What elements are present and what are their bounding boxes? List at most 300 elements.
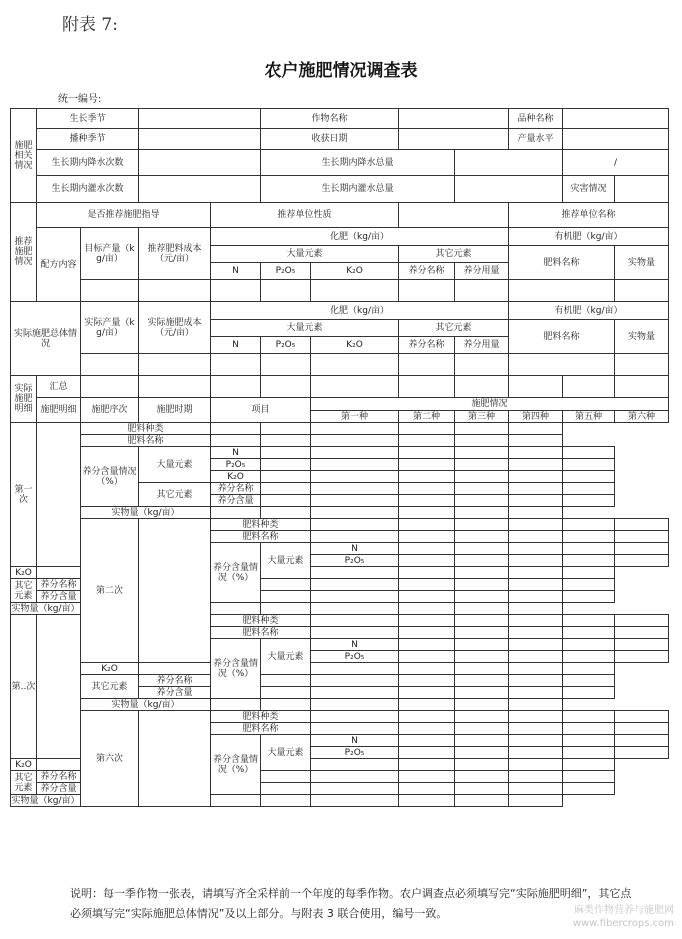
input-cell[interactable] — [455, 519, 509, 531]
round-label: 第..次 — [11, 615, 37, 759]
input-cell[interactable] — [455, 459, 509, 471]
input-cell[interactable] — [311, 531, 399, 543]
input-cell[interactable] — [261, 459, 311, 471]
input-cell[interactable] — [261, 471, 311, 483]
input-cell[interactable] — [311, 687, 399, 699]
input-cell[interactable] — [399, 495, 455, 507]
input-cell[interactable] — [509, 627, 563, 639]
input-cell[interactable] — [399, 354, 455, 376]
amount-label: 实物量 — [615, 246, 669, 280]
input-cell[interactable] — [261, 699, 311, 711]
input-cell[interactable] — [615, 354, 669, 376]
input-cell[interactable] — [455, 651, 509, 663]
input-cell[interactable] — [399, 531, 455, 543]
round-period-cell[interactable] — [37, 423, 81, 567]
input-cell[interactable] — [455, 483, 509, 495]
input-cell[interactable] — [455, 555, 509, 567]
page-title: 农户施肥情况调查表 — [264, 61, 418, 81]
input-cell[interactable] — [311, 771, 399, 783]
input-cell[interactable] — [455, 711, 509, 723]
irrigation-count-cell[interactable] — [139, 176, 261, 203]
input-cell[interactable] — [311, 759, 399, 771]
irrigation-total-cell[interactable] — [455, 176, 563, 203]
amount-row-label: 实物量（kg/亩） — [81, 507, 211, 519]
round-label: 第一次 — [11, 423, 37, 567]
input-cell[interactable] — [211, 280, 261, 302]
input-cell[interactable] — [139, 280, 211, 302]
input-cell[interactable] — [563, 747, 615, 759]
input-cell[interactable] — [615, 543, 669, 555]
input-cell[interactable] — [563, 555, 615, 567]
input-cell[interactable] — [399, 579, 455, 591]
input-cell[interactable] — [311, 495, 399, 507]
input-cell[interactable] — [563, 531, 615, 543]
kind-header: 第五种 — [563, 411, 615, 423]
input-cell[interactable] — [509, 280, 615, 302]
round-label: 第二次 — [81, 519, 139, 663]
input-cell[interactable] — [455, 735, 509, 747]
input-cell[interactable] — [563, 663, 615, 675]
input-cell[interactable] — [563, 735, 615, 747]
growth-season-label: 生长季节 — [37, 109, 139, 129]
input-cell[interactable] — [455, 663, 509, 675]
yield-level-label: 产量水平 — [509, 129, 563, 150]
input-cell[interactable] — [399, 471, 455, 483]
variety-name-cell[interactable] — [563, 109, 669, 129]
input-cell[interactable] — [563, 519, 615, 531]
input-cell[interactable] — [261, 354, 311, 376]
input-cell[interactable] — [311, 663, 399, 675]
input-cell[interactable] — [509, 531, 563, 543]
input-cell[interactable] — [261, 687, 311, 699]
input-cell[interactable] — [615, 519, 669, 531]
input-cell[interactable] — [455, 723, 509, 735]
input-cell[interactable] — [399, 555, 455, 567]
input-cell[interactable] — [563, 675, 615, 687]
fert-name-row-label: 肥料名称 — [81, 435, 211, 447]
other-element-label: 其它元素 — [399, 246, 509, 263]
input-cell[interactable] — [455, 771, 509, 783]
input-cell[interactable] — [261, 591, 311, 603]
input-cell[interactable] — [509, 471, 563, 483]
input-cell[interactable] — [261, 783, 311, 795]
situation-header: 施肥情况 — [311, 398, 669, 411]
sowing-season-cell[interactable] — [139, 129, 261, 150]
input-cell[interactable] — [261, 675, 311, 687]
input-cell[interactable] — [399, 567, 455, 579]
k2o-header: K₂O — [311, 263, 399, 280]
input-cell[interactable] — [311, 447, 399, 459]
input-cell[interactable] — [81, 354, 139, 376]
input-cell[interactable] — [261, 447, 311, 459]
input-cell[interactable] — [509, 579, 563, 591]
section-actual-overall-label: 实际施肥总体情况 — [11, 302, 81, 376]
input-cell[interactable] — [455, 747, 509, 759]
other-element-row-label: 其它元素 — [11, 771, 37, 795]
input-cell[interactable] — [81, 280, 139, 302]
nutrient-name-row-label: 养分名称 — [37, 771, 81, 783]
input-cell[interactable] — [311, 459, 399, 471]
input-cell[interactable] — [509, 354, 615, 376]
input-cell[interactable] — [455, 354, 509, 376]
input-cell[interactable] — [261, 376, 311, 398]
input-cell[interactable] — [455, 435, 509, 447]
input-cell[interactable] — [311, 280, 399, 302]
input-cell[interactable] — [261, 603, 311, 615]
input-cell[interactable] — [455, 507, 509, 519]
input-cell[interactable] — [399, 783, 455, 795]
fert-name-row-label: 肥料名称 — [211, 531, 311, 543]
input-cell[interactable] — [261, 280, 311, 302]
input-cell[interactable] — [37, 567, 81, 579]
input-cell[interactable] — [563, 687, 615, 699]
nutrient-content-label: 养分含量情况（%） — [211, 543, 261, 603]
input-cell[interactable] — [563, 591, 615, 603]
input-cell[interactable] — [311, 783, 399, 795]
input-cell[interactable] — [455, 376, 509, 398]
input-cell[interactable] — [455, 675, 509, 687]
input-cell[interactable] — [399, 759, 455, 771]
input-cell[interactable] — [311, 591, 399, 603]
input-cell[interactable] — [399, 543, 455, 555]
input-cell[interactable] — [509, 639, 563, 651]
input-cell[interactable] — [211, 795, 261, 807]
input-cell[interactable] — [455, 699, 509, 711]
fert-name-label: 肥料名称 — [509, 320, 615, 354]
input-cell[interactable] — [311, 376, 399, 398]
fert-name-row-label: 肥料名称 — [211, 723, 311, 735]
input-cell[interactable] — [509, 435, 563, 447]
input-cell[interactable] — [311, 483, 399, 495]
input-cell[interactable] — [37, 759, 81, 771]
harvest-date-cell[interactable] — [399, 129, 509, 150]
input-cell[interactable] — [455, 423, 509, 435]
fert-type-label: 肥料种类 — [211, 519, 311, 531]
input-cell[interactable] — [261, 795, 311, 807]
input-cell[interactable] — [509, 795, 563, 807]
input-cell[interactable] — [311, 354, 399, 376]
order-header: 施肥序次 — [81, 398, 139, 423]
input-cell[interactable] — [399, 280, 455, 302]
input-cell[interactable] — [311, 435, 399, 447]
section-actual-detail-label: 实际施肥明细 — [11, 376, 37, 423]
irrigation-count-label: 生长期内灌水次数 — [37, 176, 139, 203]
input-cell[interactable] — [455, 687, 509, 699]
input-cell[interactable] — [455, 783, 509, 795]
input-cell[interactable] — [509, 459, 563, 471]
input-cell[interactable] — [509, 615, 563, 627]
actual-yield-label: 实际产量（kg/亩） — [81, 302, 139, 354]
macro-element-row-label: 大量元素 — [261, 735, 311, 771]
amount-row-label: 实物量（kg/亩） — [11, 603, 80, 614]
chemical-fertilizer-label: 化肥（kg/亩） — [211, 302, 509, 320]
input-cell[interactable] — [615, 615, 669, 627]
n-row-label: N — [311, 639, 399, 651]
input-cell[interactable] — [311, 627, 399, 639]
input-cell[interactable] — [261, 507, 311, 519]
input-cell[interactable] — [211, 603, 261, 615]
input-cell[interactable] — [509, 759, 563, 771]
input-cell[interactable] — [615, 723, 669, 735]
input-cell[interactable] — [509, 447, 563, 459]
n-row-label: N — [311, 543, 399, 555]
input-cell[interactable] — [509, 699, 563, 711]
input-cell[interactable] — [455, 447, 509, 459]
input-cell[interactable] — [563, 471, 615, 483]
input-cell[interactable] — [563, 459, 615, 471]
macro-element-row-label: 大量元素 — [261, 639, 311, 675]
p2o5-row-label: P₂O₅ — [211, 459, 261, 471]
input-cell[interactable] — [563, 783, 615, 795]
input-cell[interactable] — [509, 483, 563, 495]
input-cell[interactable] — [399, 603, 455, 615]
input-cell[interactable] — [211, 423, 261, 435]
nutrient-content-label: 养分含量情况（%） — [211, 735, 261, 795]
nutrient-name-header: 养分名称 — [399, 263, 455, 280]
p2o5-header: P₂O₅ — [261, 263, 311, 280]
input-cell[interactable] — [399, 723, 455, 735]
input-cell[interactable] — [399, 735, 455, 747]
input-cell[interactable] — [399, 483, 455, 495]
input-cell[interactable] — [399, 627, 455, 639]
k2o-row-label: K₂O — [211, 471, 261, 483]
fert-type-label: 肥料种类 — [211, 615, 311, 627]
input-cell[interactable] — [509, 507, 563, 519]
nutrient-content-row-label: 养分含量 — [37, 783, 81, 795]
input-cell[interactable] — [615, 280, 669, 302]
p2o5-row-label: P₂O₅ — [311, 651, 399, 663]
input-cell[interactable] — [311, 519, 399, 531]
nutrient-name-row-label: 养分名称 — [37, 579, 81, 591]
input-cell[interactable] — [563, 771, 615, 783]
input-cell[interactable] — [615, 735, 669, 747]
input-cell[interactable] — [455, 280, 509, 302]
input-cell[interactable] — [563, 447, 615, 459]
watermark-name: 麻类作物营养与施肥网 — [574, 905, 674, 916]
rain-count-cell[interactable] — [139, 150, 261, 176]
round-period-cell[interactable] — [37, 615, 81, 759]
input-cell[interactable] — [261, 771, 311, 783]
crop-name-cell[interactable] — [399, 109, 509, 129]
n-row-label: N — [211, 447, 261, 459]
input-cell[interactable] — [311, 723, 399, 735]
input-cell[interactable] — [509, 567, 563, 579]
input-cell[interactable] — [311, 795, 399, 807]
input-cell[interactable] — [615, 531, 669, 543]
input-cell[interactable] — [509, 651, 563, 663]
input-cell[interactable] — [311, 615, 399, 627]
input-cell[interactable] — [509, 495, 563, 507]
input-cell[interactable] — [455, 471, 509, 483]
input-cell[interactable] — [311, 579, 399, 591]
input-cell[interactable] — [399, 795, 455, 807]
input-cell[interactable] — [509, 675, 563, 687]
input-cell[interactable] — [399, 639, 455, 651]
input-cell[interactable] — [399, 591, 455, 603]
input-cell[interactable] — [211, 376, 261, 398]
input-cell[interactable] — [399, 423, 455, 435]
target-yield-label: 目标产量（kg/亩） — [81, 228, 139, 280]
input-cell[interactable] — [563, 376, 615, 398]
fert-name-label: 肥料名称 — [509, 246, 615, 280]
input-cell[interactable] — [563, 483, 615, 495]
input-cell[interactable] — [509, 603, 563, 615]
input-cell[interactable] — [455, 579, 509, 591]
appendix-label: 附表 7: — [62, 15, 118, 35]
input-cell[interactable] — [455, 543, 509, 555]
yield-level-cell[interactable] — [563, 129, 669, 150]
input-cell[interactable] — [509, 543, 563, 555]
nutrient-name-row-label: 养分名称 — [211, 483, 261, 495]
input-cell[interactable] — [81, 376, 139, 398]
input-cell[interactable] — [399, 507, 455, 519]
input-cell[interactable] — [261, 483, 311, 495]
input-cell[interactable] — [615, 555, 669, 567]
input-cell[interactable] — [399, 519, 455, 531]
input-cell[interactable] — [399, 651, 455, 663]
input-cell[interactable] — [455, 759, 509, 771]
input-cell[interactable] — [455, 567, 509, 579]
input-cell[interactable] — [311, 675, 399, 687]
input-cell[interactable] — [615, 651, 669, 663]
input-cell[interactable] — [399, 711, 455, 723]
input-cell[interactable] — [455, 795, 509, 807]
disaster-cell[interactable] — [615, 176, 669, 203]
p2o5-row-label: P₂O₅ — [311, 747, 399, 759]
input-cell[interactable] — [563, 711, 615, 723]
input-cell[interactable] — [311, 423, 399, 435]
input-cell[interactable] — [509, 771, 563, 783]
input-cell[interactable] — [261, 435, 311, 447]
input-cell[interactable] — [509, 711, 563, 723]
round-period-cell[interactable] — [139, 711, 211, 807]
round-period-cell[interactable] — [139, 519, 211, 663]
input-cell[interactable] — [509, 783, 563, 795]
nutrient-content-label: 养分含量情况（%） — [211, 639, 261, 699]
input-cell[interactable] — [615, 747, 669, 759]
input-cell[interactable] — [563, 615, 615, 627]
unit-nature-label: 推荐单位性质 — [211, 203, 399, 228]
input-cell[interactable] — [311, 507, 399, 519]
amount-row-label: 实物量（kg/亩） — [81, 699, 211, 711]
section-related-label: 施肥相关情况 — [11, 109, 37, 203]
watermark — [573, 904, 674, 930]
actual-cost-label: 实际施肥成本（元/亩） — [139, 302, 211, 354]
variety-name-label: 品种名称 — [509, 109, 563, 129]
input-cell[interactable] — [211, 507, 261, 519]
input-cell[interactable] — [563, 495, 615, 507]
input-cell[interactable] — [399, 675, 455, 687]
input-cell[interactable] — [261, 423, 311, 435]
input-cell[interactable] — [311, 471, 399, 483]
input-cell[interactable] — [615, 627, 669, 639]
input-cell[interactable] — [563, 579, 615, 591]
macro-element-label: 大量元素 — [211, 246, 399, 263]
rain-total-cell[interactable] — [455, 150, 563, 176]
input-cell[interactable] — [399, 376, 455, 398]
crop-name-label: 作物名称 — [261, 109, 399, 129]
input-cell[interactable] — [455, 591, 509, 603]
input-cell[interactable] — [311, 567, 399, 579]
recommended-cost-label: 推荐肥料成本（元/亩） — [139, 228, 211, 280]
input-cell[interactable] — [139, 376, 211, 398]
input-cell[interactable] — [211, 699, 261, 711]
macro-element-row-label: 大量元素 — [261, 543, 311, 579]
input-cell[interactable] — [509, 591, 563, 603]
k2o-row-label: K₂O — [11, 759, 37, 771]
input-cell[interactable] — [509, 519, 563, 531]
input-cell[interactable] — [399, 435, 455, 447]
input-cell[interactable] — [455, 639, 509, 651]
input-cell[interactable] — [455, 615, 509, 627]
growth-season-cell[interactable] — [139, 109, 261, 129]
input-cell[interactable] — [509, 687, 563, 699]
p2o5-row-label: P₂O₅ — [311, 555, 399, 567]
input-cell[interactable] — [455, 627, 509, 639]
input-cell[interactable] — [261, 579, 311, 591]
amount-label: 实物量 — [615, 320, 669, 354]
input-cell[interactable] — [399, 687, 455, 699]
input-cell[interactable] — [509, 423, 563, 435]
input-cell[interactable] — [509, 735, 563, 747]
input-cell[interactable] — [311, 603, 399, 615]
fert-name-row-label: 肥料名称 — [211, 627, 311, 639]
input-cell[interactable] — [455, 495, 509, 507]
input-cell[interactable] — [509, 723, 563, 735]
input-cell[interactable] — [563, 567, 615, 579]
input-cell[interactable] — [399, 747, 455, 759]
input-cell[interactable] — [311, 711, 399, 723]
input-cell[interactable] — [615, 711, 669, 723]
input-cell[interactable] — [563, 723, 615, 735]
nutrient-amount-header: 养分用量 — [455, 263, 509, 280]
input-cell[interactable] — [399, 615, 455, 627]
input-cell[interactable] — [615, 376, 669, 398]
input-cell[interactable] — [563, 651, 615, 663]
input-cell[interactable] — [211, 354, 261, 376]
organic-fertilizer-label: 有机肥（kg/亩） — [509, 302, 669, 320]
rain-count-label: 生长期内降水次数 — [37, 150, 139, 176]
input-cell[interactable] — [311, 699, 399, 711]
unit-nature-cell[interactable] — [399, 203, 509, 228]
input-cell[interactable] — [563, 639, 615, 651]
input-cell[interactable] — [509, 555, 563, 567]
other-element-label: 其它元素 — [399, 320, 509, 337]
chemical-fertilizer-label: 化肥（kg/亩） — [211, 228, 509, 246]
input-cell[interactable] — [261, 495, 311, 507]
input-cell[interactable] — [399, 699, 455, 711]
input-cell[interactable] — [399, 663, 455, 675]
input-cell[interactable] — [563, 759, 615, 771]
input-cell[interactable] — [455, 603, 509, 615]
input-cell[interactable] — [211, 435, 261, 447]
input-cell[interactable] — [139, 663, 211, 675]
input-cell[interactable] — [139, 354, 211, 376]
k2o-row-label: K₂O — [81, 663, 139, 675]
input-cell[interactable] — [455, 531, 509, 543]
input-cell[interactable] — [399, 771, 455, 783]
input-cell[interactable] — [399, 447, 455, 459]
input-cell[interactable] — [615, 639, 669, 651]
input-cell[interactable] — [509, 663, 563, 675]
input-cell[interactable] — [399, 459, 455, 471]
disaster-label: 灾害情况 — [563, 176, 615, 203]
input-cell[interactable] — [563, 543, 615, 555]
input-cell[interactable] — [509, 747, 563, 759]
input-cell[interactable] — [509, 376, 563, 398]
input-cell[interactable] — [563, 627, 615, 639]
serial-number-label: 统一编号: — [58, 94, 102, 105]
